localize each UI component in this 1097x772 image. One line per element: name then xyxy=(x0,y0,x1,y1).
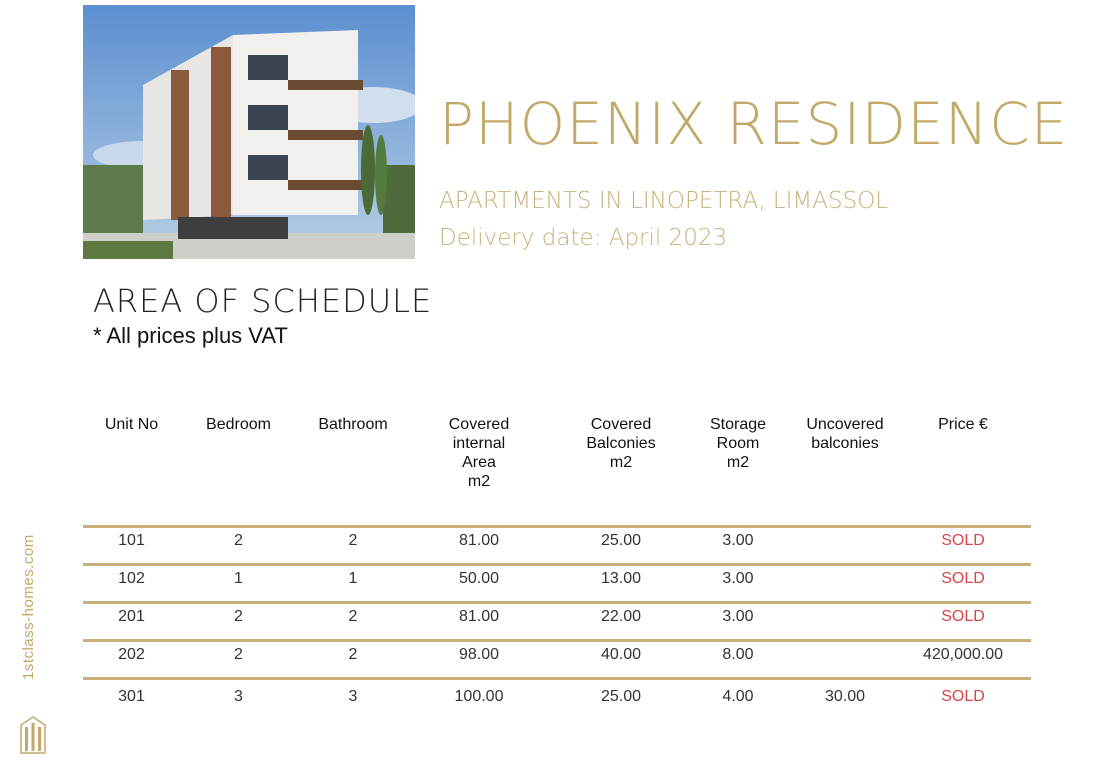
location-subtitle: APARTMENTS IN LINOPETRA, LIMASSOL xyxy=(439,188,889,214)
cell-bedroom: 2 xyxy=(234,646,243,663)
column-header-uncovered: Uncovered balconies xyxy=(806,416,884,452)
cell-balconies: 13.00 xyxy=(600,570,642,587)
cell-balconies: 40.00 xyxy=(600,646,642,663)
column-header-bathroom: Bathroom xyxy=(318,416,388,433)
cell-unit: 102 xyxy=(118,570,145,587)
cell-storage: 4.00 xyxy=(722,688,754,705)
cell-uncovered xyxy=(795,604,895,639)
building-illustration xyxy=(83,5,415,259)
cell-price: 420,000.00 xyxy=(922,646,1004,663)
vat-note: * All prices plus VAT xyxy=(93,323,288,348)
cell-balconies: 25.00 xyxy=(600,532,642,549)
cell-bedroom: 3 xyxy=(234,688,243,705)
cell-storage: 3.00 xyxy=(722,570,754,587)
cell-storage: 3.00 xyxy=(722,608,754,625)
cell-uncovered: 30.00 xyxy=(824,688,866,705)
table-header xyxy=(83,415,1031,525)
page-title: PHOENIX RESIDENCE xyxy=(439,90,1069,158)
cell-unit: 202 xyxy=(118,646,145,663)
cell-uncovered xyxy=(795,642,895,677)
cell-uncovered xyxy=(795,528,895,563)
cell-internal-area: 100.00 xyxy=(454,688,504,705)
cell-bathroom: 1 xyxy=(348,570,358,587)
column-header-unit: Unit No xyxy=(104,416,159,433)
cell-price: SOLD xyxy=(941,608,985,625)
building-logo-icon xyxy=(18,715,48,755)
schedule-table xyxy=(83,415,1031,715)
column-header-price: Price € xyxy=(938,416,988,433)
column-header-storage: Storage Room m2 xyxy=(709,416,767,471)
column-header-bedroom: Bedroom xyxy=(206,416,271,433)
cell-balconies: 22.00 xyxy=(600,608,642,625)
cell-internal-area: 98.00 xyxy=(458,646,500,663)
cell-uncovered xyxy=(795,566,895,601)
cell-price: SOLD xyxy=(941,532,985,549)
cell-bedroom: 2 xyxy=(234,608,243,625)
section-title: AREA OF SCHEDULE xyxy=(93,282,433,320)
cell-bathroom: 3 xyxy=(348,688,358,705)
cell-storage: 8.00 xyxy=(722,646,754,663)
column-header-balconies: Covered Balconies m2 xyxy=(586,416,656,471)
cell-price: SOLD xyxy=(941,688,985,705)
table-row xyxy=(83,677,1031,715)
cell-bathroom: 2 xyxy=(348,532,358,549)
cell-balconies: 25.00 xyxy=(600,688,642,705)
cell-unit: 201 xyxy=(118,608,145,625)
table-row xyxy=(83,601,1031,639)
table-row xyxy=(83,563,1031,601)
delivery-date: Delivery date: April 2023 xyxy=(439,225,728,251)
building-image xyxy=(83,5,415,259)
cell-bedroom: 1 xyxy=(234,570,243,587)
cell-storage: 3.00 xyxy=(722,532,754,549)
column-header-internal-area: Covered internal Area m2 xyxy=(448,416,510,490)
cell-unit: 301 xyxy=(118,688,145,705)
website-url: 1stclass-homes.com xyxy=(20,534,37,680)
cell-internal-area: 81.00 xyxy=(458,532,500,549)
cell-price: SOLD xyxy=(941,570,985,587)
cell-bathroom: 2 xyxy=(348,608,358,625)
table-row xyxy=(83,639,1031,677)
cell-unit: 101 xyxy=(118,532,145,549)
cell-internal-area: 81.00 xyxy=(458,608,500,625)
table-row xyxy=(83,525,1031,563)
cell-bathroom: 2 xyxy=(348,646,358,663)
cell-bedroom: 2 xyxy=(234,532,243,549)
cell-internal-area: 50.00 xyxy=(458,570,500,587)
